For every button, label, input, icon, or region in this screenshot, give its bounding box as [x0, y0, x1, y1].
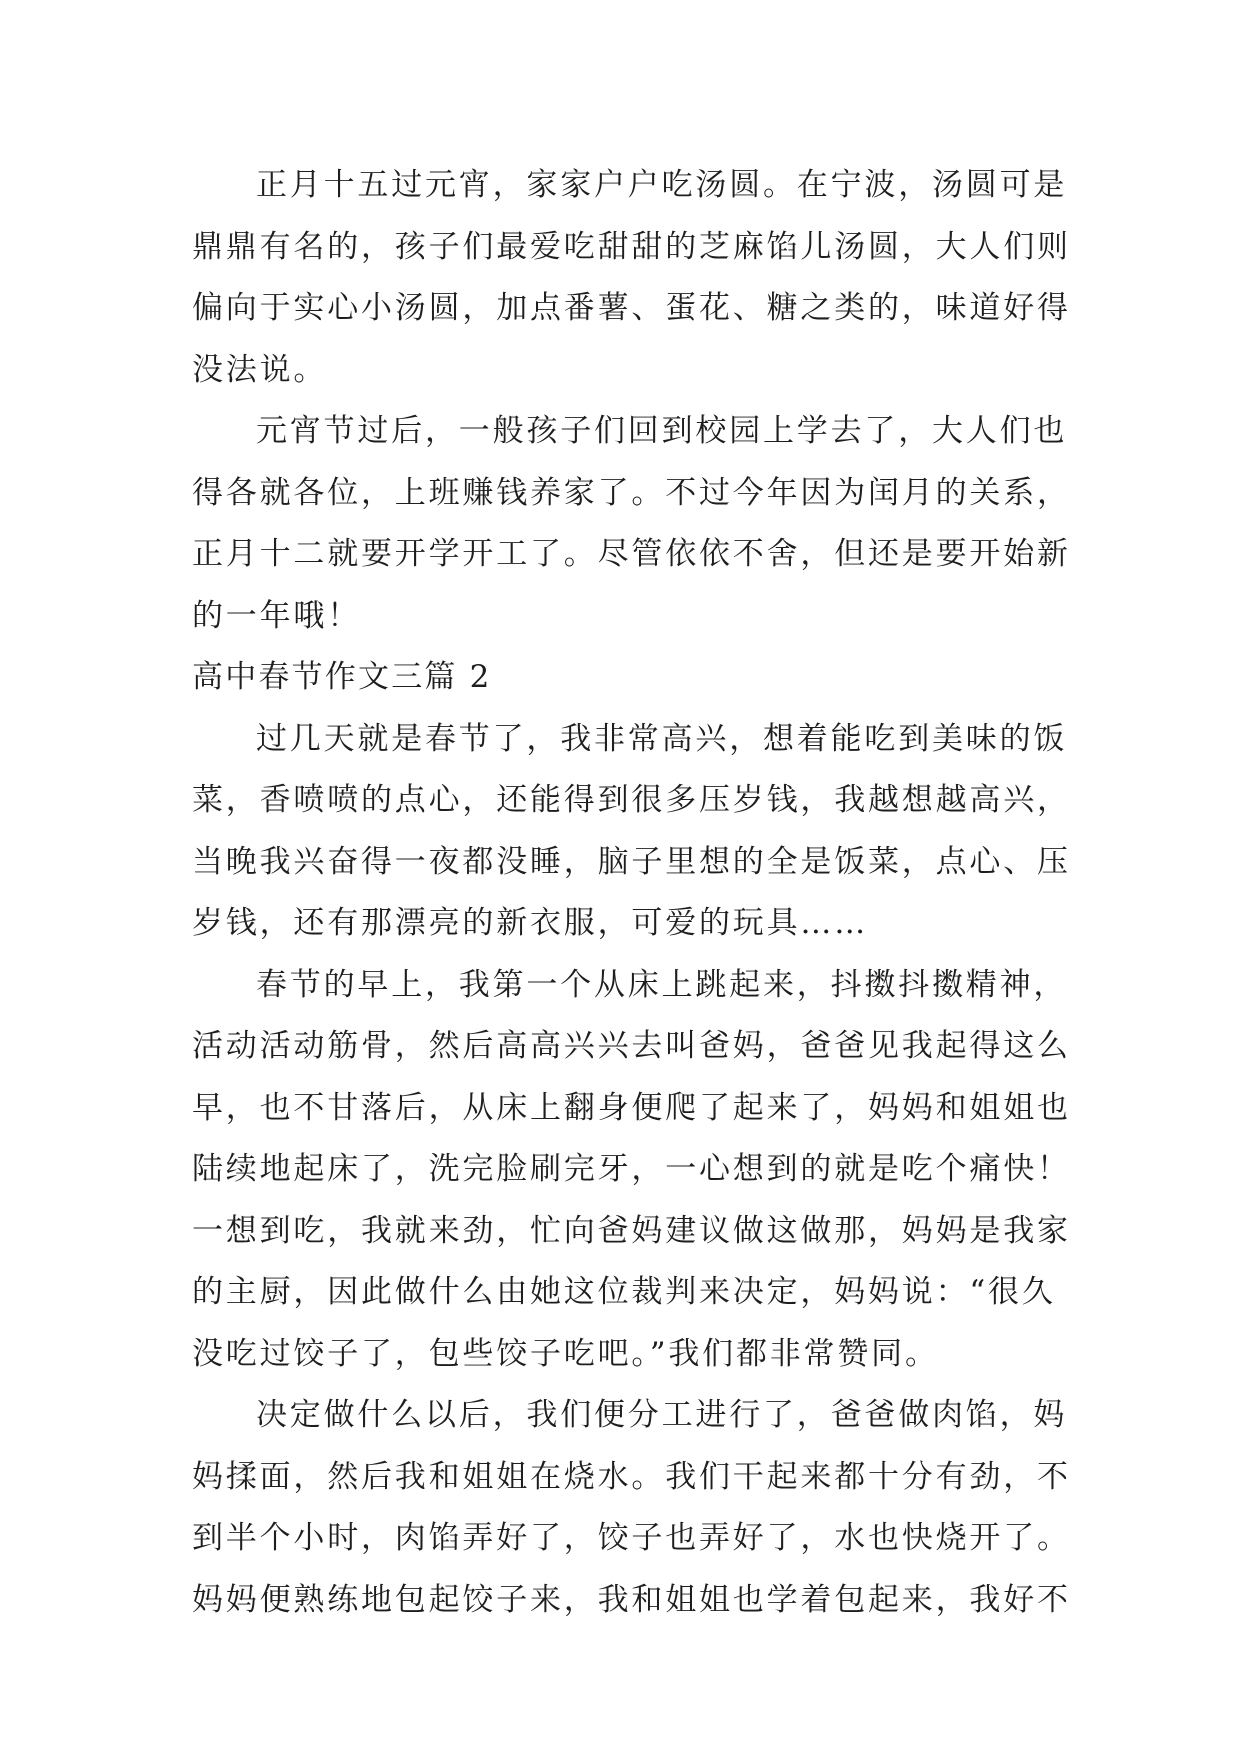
paragraph-anticipation — [192, 709, 1071, 955]
text-line: 没吃过饺子了，包些饺子吃吧。”我们都非常赞同。 — [192, 1335, 939, 1372]
text-line: 偏向于实心小汤圆，加点番薯、蛋花、糖之类的，味道好得 — [192, 290, 1071, 326]
paragraph-spring-festival-morning — [192, 955, 1071, 1386]
text-line: 妈揉面，然后我和姐姐在烧水。我们干起来都十分有劲，不 — [192, 1458, 1071, 1495]
text-line: 岁钱，还有那漂亮的新衣服，可爱的玩具…… — [192, 905, 868, 941]
text-line: 早，也不甘落后，从床上翻身便爬了起来了，妈妈和姐姐也 — [192, 1089, 1071, 1126]
text-line: 得各就各位，上班赚钱养家了。不过今年因为闰月的关系， — [192, 474, 1071, 511]
section-heading: 高中春节作文三篇 2 — [192, 659, 492, 695]
text-line: 鼎鼎有名的，孩子们最爱吃甜甜的芝麻馅儿汤圆，大人们则 — [192, 228, 1071, 265]
text-line: 活动活动筋骨，然后高高兴兴去叫爸妈，爸爸见我起得这么 — [192, 1028, 1071, 1064]
text-line: 正月十二就要开学开工了。尽管依依不舍，但还是要开始新 — [192, 536, 1071, 572]
text-line: 正月十五过元宵，家家户户吃汤圆。在宁波，汤圆可是 — [256, 167, 1068, 203]
text-line: 的一年哦！ — [192, 597, 361, 634]
text-line: 妈妈便熟练地包起饺子来，我和姐姐也学着包起来，我好不 — [192, 1581, 1071, 1618]
text-line: 没法说。 — [192, 351, 328, 388]
text-line: 春节的早上，我第一个从床上跳起来，抖擞抖擞精神， — [256, 966, 1068, 1003]
text-line: 决定做什么以后，我们便分工进行了，爸爸做肉馅，妈 — [256, 1397, 1068, 1433]
document-body — [192, 155, 1071, 1631]
text-line: 一想到吃，我就来劲，忙向爸妈建议做这做那，妈妈是我家 — [192, 1212, 1071, 1249]
text-line: 过几天就是春节了，我非常高兴，想着能吃到美味的饭 — [256, 720, 1068, 757]
text-line: 陆续地起床了，洗完脸刷完牙，一心想到的就是吃个痛快！ — [192, 1151, 1071, 1187]
text-line: 到半个小时，肉馅弄好了，饺子也弄好了，水也快烧开了。 — [192, 1520, 1071, 1556]
paragraph-making-dumplings — [192, 1385, 1071, 1631]
text-line: 菜，香喷喷的点心，还能得到很多压岁钱，我越想越高兴， — [192, 782, 1071, 818]
paragraph-lantern-festival — [192, 155, 1071, 401]
text-line: 元宵节过后，一般孩子们回到校园上学去了，大人们也 — [256, 413, 1068, 449]
text-line: 当晚我兴奋得一夜都没睡，脑子里想的全是饭菜，点心、压 — [192, 843, 1071, 880]
paragraph-after-festival — [192, 401, 1071, 647]
text-line: 的主厨，因此做什么由她这位裁判来决定，妈妈说：“很久 — [192, 1274, 1056, 1310]
